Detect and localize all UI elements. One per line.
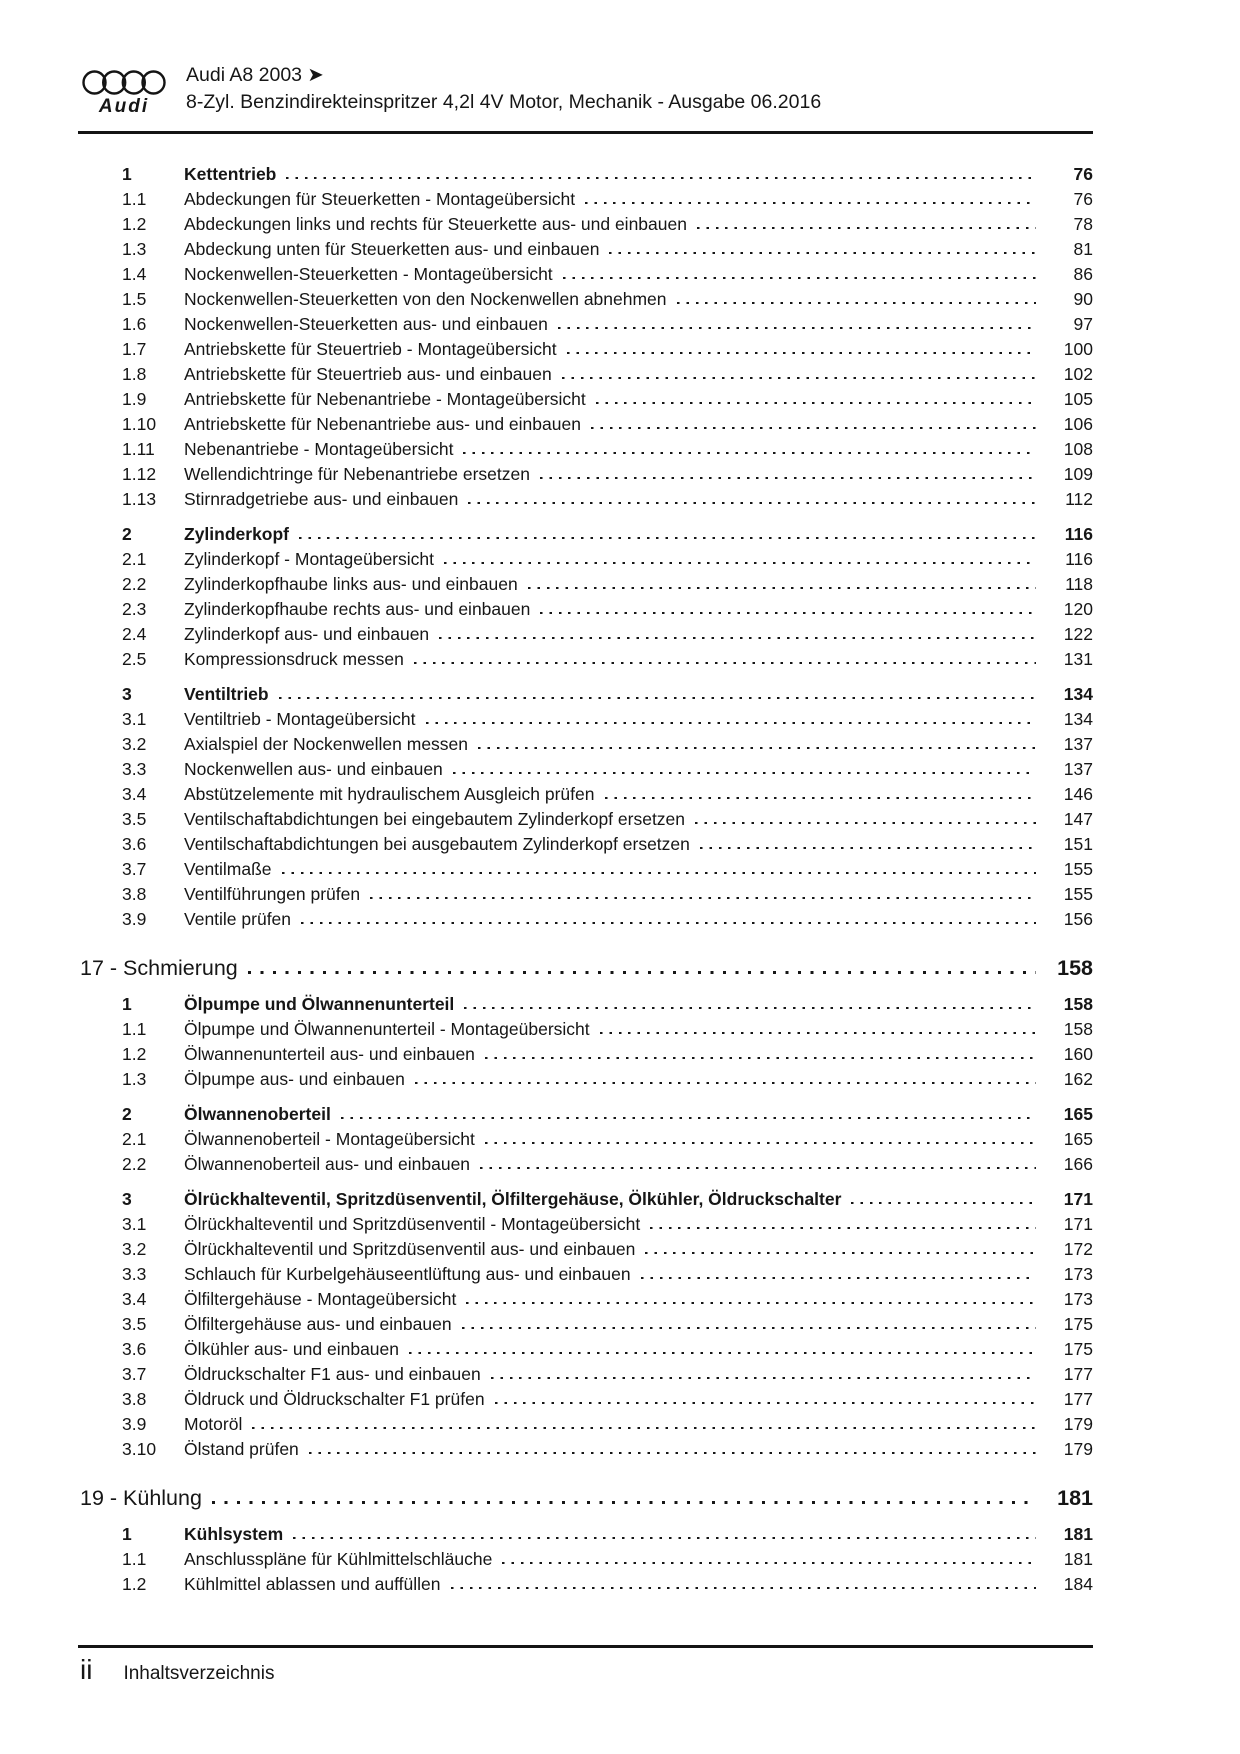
toc-entry-number: 3.7: [122, 859, 147, 879]
dot-leader: [495, 1392, 1036, 1405]
toc-entry-title[interactable]: Ölkühler aus- und einbauen: [184, 1339, 400, 1359]
toc-entry-title[interactable]: Schlauch für Kurbelgehäuseentlüftung aus- und einbauen: [184, 1264, 631, 1284]
toc-entry-row[interactable]: [80, 857, 1093, 882]
dot-leader: [468, 492, 1036, 505]
dot-leader: [491, 1367, 1036, 1380]
toc-entry-page[interactable]: 165: [1063, 1104, 1093, 1124]
audi-logo-wordmark: Audi: [98, 96, 150, 117]
dot-leader: [677, 292, 1036, 305]
toc-entry-title[interactable]: Anschlusspläne für Kühlmittelschläuche: [184, 1549, 493, 1569]
dot-leader: [609, 242, 1036, 255]
toc-entry-title[interactable]: Ventilschaftabdichtungen bei ausgebautem Zylinderkopf ersetzen: [184, 834, 690, 854]
dot-leader: [451, 1577, 1036, 1590]
toc-entry-row[interactable]: [80, 312, 1093, 337]
dot-leader: [414, 652, 1036, 665]
toc-entry-title[interactable]: 19 - Kühlung: [80, 1486, 202, 1510]
toc-entry-page[interactable]: 109: [1063, 464, 1093, 484]
toc-entry-page[interactable]: 137: [1063, 734, 1093, 754]
toc-entry-number: 3: [122, 1189, 132, 1209]
toc-entry-page[interactable]: 179: [1063, 1414, 1093, 1434]
audi-rings-icon: [82, 69, 166, 96]
toc-entry-number: 1.1: [122, 189, 147, 209]
toc-entry-page[interactable]: 81: [1073, 239, 1093, 259]
toc-entry-row[interactable]: [80, 412, 1093, 437]
toc-entry-title[interactable]: Zylinderkopf - Montageübersicht: [184, 549, 434, 569]
toc-entry-number: 2: [122, 524, 132, 544]
toc-entry-page[interactable]: 112: [1065, 489, 1093, 509]
toc-entry-page[interactable]: 137: [1063, 759, 1093, 779]
toc-entry-row[interactable]: [80, 1212, 1093, 1237]
toc-entry-page[interactable]: 171: [1063, 1189, 1093, 1209]
dot-leader: [563, 267, 1036, 280]
toc-entry-page[interactable]: 146: [1063, 784, 1093, 804]
header-model-line: Audi A8 2003 ➤: [186, 64, 324, 86]
toc-entry-row[interactable]: [80, 522, 1093, 547]
toc-entry-row[interactable]: [80, 1127, 1093, 1152]
toc-entry-row[interactable]: [80, 387, 1093, 412]
dot-leader: [444, 552, 1036, 565]
page-header: [78, 62, 821, 117]
toc-entry-number: 1.1: [122, 1019, 147, 1039]
dot-leader: [700, 837, 1036, 850]
dot-leader: [562, 367, 1036, 380]
toc-entry-title[interactable]: Ventiltrieb - Montageübersicht: [184, 709, 416, 729]
toc-entry-page[interactable]: 131: [1063, 649, 1093, 669]
dot-leader: [370, 887, 1036, 900]
toc-entry-title[interactable]: Zylinderkopf: [184, 524, 290, 544]
toc-entry-title[interactable]: Ölrückhalteventil und Spritzdüsenventil - Montageübersicht: [184, 1214, 641, 1234]
dot-leader: [478, 737, 1036, 750]
dot-leader: [605, 787, 1037, 800]
toc-entry-number: 1.13: [122, 489, 157, 509]
dot-leader: [301, 912, 1036, 925]
toc-entry-number: 1.3: [122, 1069, 147, 1089]
toc-entry-title[interactable]: Ölwannenoberteil aus- und einbauen: [184, 1154, 471, 1174]
toc-entry-row[interactable]: [80, 597, 1093, 622]
toc-entry-number: 1: [122, 1524, 132, 1544]
toc-entry-page[interactable]: 173: [1063, 1264, 1093, 1284]
toc-entry-title[interactable]: Ventiltrieb: [184, 684, 269, 704]
toc-entry-page[interactable]: 151: [1063, 834, 1093, 854]
table-of-contents: [80, 162, 1093, 1597]
toc-entry-row[interactable]: [80, 572, 1093, 597]
toc-entry-row[interactable]: [80, 1387, 1093, 1412]
dot-leader: [282, 862, 1036, 875]
toc-entry-number: 1.10: [122, 414, 157, 434]
toc-entry-page[interactable]: 175: [1063, 1339, 1093, 1359]
dot-leader: [697, 217, 1036, 230]
toc-entry-title[interactable]: Antriebskette für Steuertrieb - Montageübersicht: [184, 339, 557, 359]
toc-entry-page[interactable]: 122: [1063, 624, 1093, 644]
toc-entry-page[interactable]: 166: [1063, 1154, 1093, 1174]
dot-leader: [252, 1417, 1036, 1430]
dot-leader: [650, 1217, 1036, 1230]
toc-entry-title[interactable]: Kettentrieb: [184, 164, 277, 184]
dot-leader: [463, 442, 1036, 455]
toc-chapter-row[interactable]: [80, 1483, 1093, 1514]
dot-leader: [464, 997, 1036, 1010]
toc-entry-page[interactable]: 171: [1063, 1214, 1093, 1234]
toc-entry-page[interactable]: 179: [1063, 1439, 1093, 1459]
toc-entry-title[interactable]: Nockenwellen-Steuerketten - Montageübersicht: [184, 264, 553, 284]
toc-entry-row[interactable]: [80, 782, 1093, 807]
toc-entry-page[interactable]: 120: [1063, 599, 1093, 619]
dot-leader: [485, 1132, 1036, 1145]
toc-entry-row[interactable]: [80, 162, 1093, 187]
toc-entry-title[interactable]: Motoröl: [184, 1414, 243, 1434]
toc-entry-title[interactable]: Axialspiel der Nockenwellen messen: [184, 734, 469, 754]
toc-entry-row[interactable]: [80, 1437, 1093, 1462]
toc-entry-row[interactable]: [80, 262, 1093, 287]
dot-leader: [212, 1490, 1036, 1505]
toc-entry-row[interactable]: [80, 1237, 1093, 1262]
toc-entry-row[interactable]: [80, 187, 1093, 212]
toc-entry-title[interactable]: Nockenwellen aus- und einbauen: [184, 759, 443, 779]
toc-entry-title[interactable]: Ölwannenoberteil - Montageübersicht: [184, 1129, 475, 1149]
toc-entry-number: 1.1: [122, 1549, 147, 1569]
dot-leader: [299, 527, 1036, 540]
toc-entry-title[interactable]: Antriebskette für Steuertrieb aus- und einbauen: [184, 364, 552, 384]
toc-entry-title[interactable]: Nockenwellen-Steuerketten von den Nockenwellen abnehmen: [184, 289, 667, 309]
toc-entry-page[interactable]: 155: [1063, 884, 1093, 904]
toc-entry-row[interactable]: [80, 1042, 1093, 1067]
toc-entry-row[interactable]: [80, 992, 1093, 1017]
toc-entry-title[interactable]: Öldruck und Öldruckschalter F1 prüfen: [184, 1389, 485, 1409]
toc-entry-number: 3.4: [122, 784, 147, 804]
toc-entry-number: 1.3: [122, 239, 147, 259]
dot-leader: [279, 687, 1036, 700]
toc-entry-page[interactable]: 173: [1063, 1289, 1093, 1309]
footer-section-label: Inhaltsverzeichnis: [123, 1663, 275, 1684]
toc-entry-number: 1.4: [122, 264, 147, 284]
toc-entry-title[interactable]: Nebenantriebe - Montageübersicht: [184, 439, 454, 459]
toc-entry-page[interactable]: 100: [1063, 339, 1093, 359]
toc-entry-page[interactable]: 116: [1064, 524, 1093, 544]
toc-entry-title[interactable]: Antriebskette für Nebenantriebe aus- und einbauen: [184, 414, 581, 434]
toc-entry-title[interactable]: Ölwannenoberteil: [184, 1104, 331, 1124]
toc-entry-title[interactable]: Stirnradgetriebe aus- und einbauen: [184, 489, 459, 509]
toc-entry-title[interactable]: Zylinderkopfhaube rechts aus- und einbauen: [184, 599, 531, 619]
toc-entry-row[interactable]: [80, 1152, 1093, 1177]
toc-entry-row[interactable]: [80, 707, 1093, 732]
toc-entry-row[interactable]: [80, 1572, 1093, 1597]
toc-entry-number: 1.8: [122, 364, 147, 384]
toc-entry-row[interactable]: [80, 1262, 1093, 1287]
toc-entry-row[interactable]: [80, 882, 1093, 907]
toc-entry-page[interactable]: 118: [1065, 574, 1093, 594]
dot-leader: [309, 1442, 1036, 1455]
toc-entry-row[interactable]: [80, 1522, 1093, 1547]
toc-entry-title[interactable]: Nockenwellen-Steuerketten aus- und einbauen: [184, 314, 548, 334]
toc-entry-title[interactable]: Wellendichtringe für Nebenantriebe ersetzen: [184, 464, 530, 484]
dot-leader: [480, 1157, 1036, 1170]
toc-entry-title[interactable]: Ölrückhalteventil, Spritzdüsenventil, Ölfiltergehäuse, Ölkühler, Öldruckschalter: [184, 1189, 842, 1209]
dot-leader: [293, 1527, 1036, 1540]
audi-logo: [78, 69, 170, 117]
toc-entry-number: 3.5: [122, 809, 147, 829]
toc-entry-title[interactable]: Ölstand prüfen: [184, 1439, 299, 1459]
toc-entry-page[interactable]: 177: [1063, 1364, 1093, 1384]
toc-entry-title[interactable]: Ventilführungen prüfen: [184, 884, 361, 904]
toc-entry-row[interactable]: [80, 287, 1093, 312]
toc-entry-title[interactable]: Abdeckungen links und rechts für Steuerkette aus- und einbauen: [184, 214, 687, 234]
toc-entry-number: 2.2: [122, 574, 147, 594]
toc-entry-row[interactable]: [80, 907, 1093, 932]
toc-entry-page[interactable]: 102: [1063, 364, 1093, 384]
toc-entry-page[interactable]: 162: [1063, 1069, 1093, 1089]
toc-entry-page[interactable]: 160: [1063, 1044, 1093, 1064]
toc-entry-page[interactable]: 134: [1063, 709, 1093, 729]
toc-entry-number: 3.7: [122, 1364, 147, 1384]
toc-entry-number: 3.1: [122, 709, 147, 729]
toc-entry-number: 1: [122, 164, 132, 184]
toc-entry-page[interactable]: 158: [1063, 1019, 1093, 1039]
dot-leader: [591, 417, 1036, 430]
toc-entry-row[interactable]: [80, 1547, 1093, 1572]
toc-entry-page[interactable]: 158: [1063, 994, 1093, 1014]
toc-entry-row[interactable]: [80, 732, 1093, 757]
toc-entry-page[interactable]: 181: [1063, 1549, 1093, 1569]
toc-entry-page[interactable]: 165: [1063, 1129, 1093, 1149]
toc-entry-title[interactable]: Ölrückhalteventil und Spritzdüsenventil aus- und einbauen: [184, 1239, 636, 1259]
toc-entry-title[interactable]: Ölwannenunterteil aus- und einbauen: [184, 1044, 475, 1064]
toc-entry-number: 1.2: [122, 214, 147, 234]
toc-entry-row[interactable]: [80, 1102, 1093, 1127]
toc-entry-number: 2.1: [122, 1129, 147, 1149]
header-text: [186, 62, 821, 117]
dot-leader: [851, 1192, 1036, 1205]
header-subtitle-line: 8-Zyl. Benzindirekteinspritzer 4,2l 4V Motor, Mechanik - Ausgabe 06.2016: [186, 91, 822, 113]
toc-entry-row[interactable]: [80, 1362, 1093, 1387]
toc-entry-number: 1.12: [122, 464, 157, 484]
toc-entry-number: 3.9: [122, 909, 147, 929]
toc-entry-number: 2.3: [122, 599, 147, 619]
toc-entry-row[interactable]: [80, 807, 1093, 832]
dot-leader: [645, 1242, 1036, 1255]
toc-entry-number: 3.2: [122, 734, 147, 754]
toc-entry-number: 1.11: [122, 439, 155, 459]
toc-entry-number: 1.9: [122, 389, 147, 409]
toc-entry-page[interactable]: 172: [1063, 1239, 1093, 1259]
dot-leader: [585, 192, 1036, 205]
toc-entry-title[interactable]: Kompressionsdruck messen: [184, 649, 404, 669]
toc-entry-number: 1.7: [122, 339, 147, 359]
dot-leader: [540, 467, 1036, 480]
toc-entry-number: 3.5: [122, 1314, 147, 1334]
toc-entry-number: 3.6: [122, 834, 147, 854]
dot-leader: [528, 577, 1036, 590]
toc-entry-row[interactable]: [80, 1412, 1093, 1437]
toc-entry-row[interactable]: [80, 622, 1093, 647]
toc-chapter-row[interactable]: [80, 953, 1093, 984]
dot-leader: [502, 1552, 1036, 1565]
toc-entry-page[interactable]: 86: [1073, 264, 1093, 284]
toc-entry-page[interactable]: 181: [1063, 1524, 1093, 1544]
toc-entry-row[interactable]: [80, 1287, 1093, 1312]
toc-entry-row[interactable]: [80, 437, 1093, 462]
toc-entry-row[interactable]: [80, 757, 1093, 782]
toc-entry-row[interactable]: [80, 1187, 1093, 1212]
toc-entry-title[interactable]: Abstützelemente mit hydraulischem Ausgleich prüfen: [184, 784, 595, 804]
toc-entry-title[interactable]: Ölfiltergehäuse aus- und einbauen: [184, 1314, 452, 1334]
toc-entry-title[interactable]: Ölfiltergehäuse - Montageübersicht: [184, 1289, 457, 1309]
toc-entry-title[interactable]: Zylinderkopf aus- und einbauen: [184, 624, 430, 644]
toc-entry-page[interactable]: 158: [1057, 956, 1093, 980]
toc-entry-number: 1.2: [122, 1044, 147, 1064]
toc-entry-page[interactable]: 108: [1063, 439, 1093, 459]
dot-leader: [453, 762, 1036, 775]
toc-entry-row[interactable]: [80, 462, 1093, 487]
dot-leader: [286, 167, 1036, 180]
toc-entry-row[interactable]: [80, 237, 1093, 262]
toc-entry-page[interactable]: 177: [1063, 1389, 1093, 1409]
dot-leader: [341, 1107, 1036, 1120]
toc-entry-number: 3.2: [122, 1239, 147, 1259]
dot-leader: [695, 812, 1036, 825]
dot-leader: [426, 712, 1036, 725]
toc-entry-number: 3.10: [122, 1439, 157, 1459]
dot-leader: [415, 1072, 1036, 1085]
toc-entry-title[interactable]: Abdeckungen für Steuerketten - Montageübersicht: [184, 189, 576, 209]
page-footer: [80, 1655, 274, 1685]
toc-entry-title[interactable]: Ventile prüfen: [184, 909, 292, 929]
toc-entry-page[interactable]: 106: [1063, 414, 1093, 434]
toc-entry-title[interactable]: Zylinderkopfhaube links aus- und einbauen: [184, 574, 518, 594]
dot-leader: [485, 1047, 1036, 1060]
toc-entry-number: 3.3: [122, 1264, 147, 1284]
dot-leader: [567, 342, 1036, 355]
toc-entry-number: 2.4: [122, 624, 147, 644]
toc-entry-number: 3.4: [122, 1289, 147, 1309]
toc-entry-page[interactable]: 156: [1063, 909, 1093, 929]
toc-entry-title[interactable]: 17 - Schmierung: [80, 956, 238, 980]
toc-entry-page[interactable]: 181: [1057, 1486, 1093, 1510]
toc-entry-page[interactable]: 134: [1063, 684, 1093, 704]
dot-leader: [540, 602, 1036, 615]
toc-entry-page[interactable]: 90: [1073, 289, 1093, 309]
toc-entry-page[interactable]: 155: [1063, 859, 1093, 879]
dot-leader: [641, 1267, 1036, 1280]
toc-entry-title[interactable]: Ölpumpe aus- und einbauen: [184, 1069, 405, 1089]
header-divider: [78, 131, 1093, 134]
toc-entry-title[interactable]: Ventilmaße: [184, 859, 272, 879]
toc-entry-row[interactable]: [80, 337, 1093, 362]
dot-leader: [558, 317, 1036, 330]
toc-entry-row[interactable]: [80, 1017, 1093, 1042]
dot-leader: [596, 392, 1036, 405]
toc-entry-row[interactable]: [80, 1312, 1093, 1337]
toc-entry-page[interactable]: 97: [1073, 314, 1093, 334]
toc-entry-number: 1.6: [122, 314, 147, 334]
footer-divider: [78, 1645, 1093, 1648]
page-number-label: ii: [80, 1654, 93, 1685]
toc-entry-row[interactable]: [80, 832, 1093, 857]
toc-entry-title[interactable]: Antriebskette für Nebenantriebe - Montageübersicht: [184, 389, 586, 409]
toc-entry-title[interactable]: Ölpumpe und Ölwannenunterteil: [184, 994, 455, 1014]
toc-entry-page[interactable]: 184: [1063, 1574, 1093, 1594]
toc-entry-number: 2.1: [122, 549, 147, 569]
dot-leader: [409, 1342, 1036, 1355]
toc-entry-page[interactable]: 78: [1073, 214, 1093, 234]
toc-entry-number: 3: [122, 684, 132, 704]
toc-entry-row[interactable]: [80, 647, 1093, 672]
toc-entry-number: 3.3: [122, 759, 147, 779]
toc-entry-row[interactable]: [80, 682, 1093, 707]
toc-entry-number: 3.8: [122, 884, 147, 904]
toc-entry-page[interactable]: 175: [1063, 1314, 1093, 1334]
dot-leader: [600, 1022, 1036, 1035]
toc-entry-number: 1: [122, 994, 132, 1014]
toc-entry-number: 3.8: [122, 1389, 147, 1409]
toc-entry-row[interactable]: [80, 362, 1093, 387]
toc-entry-number: 2: [122, 1104, 132, 1124]
toc-entry-title[interactable]: Kühlsystem: [184, 1524, 284, 1544]
toc-entry-number: 1.5: [122, 289, 147, 309]
toc-entry-number: 2.5: [122, 649, 147, 669]
toc-entry-number: 3.1: [122, 1214, 147, 1234]
toc-entry-page[interactable]: 76: [1073, 189, 1093, 209]
toc-entry-title[interactable]: Kühlmittel ablassen und auffüllen: [184, 1574, 441, 1594]
toc-entry-title[interactable]: Ölpumpe und Ölwannenunterteil - Montageübersicht: [184, 1019, 590, 1039]
toc-entry-page[interactable]: 105: [1063, 389, 1093, 409]
toc-entry-row[interactable]: [80, 547, 1093, 572]
toc-entry-number: 1.2: [122, 1574, 147, 1594]
toc-entry-row[interactable]: [80, 212, 1093, 237]
toc-entry-title[interactable]: Öldruckschalter F1 aus- und einbauen: [184, 1364, 481, 1384]
toc-entry-title[interactable]: Ventilschaftabdichtungen bei eingebautem Zylinderkopf ersetzen: [184, 809, 686, 829]
dot-leader: [248, 960, 1036, 975]
toc-entry-page[interactable]: 147: [1063, 809, 1093, 829]
toc-entry-title[interactable]: Abdeckung unten für Steuerketten aus- und einbauen: [184, 239, 600, 259]
toc-entry-number: 2.2: [122, 1154, 147, 1174]
dot-leader: [466, 1292, 1036, 1305]
toc-entry-page[interactable]: 116: [1065, 549, 1093, 569]
toc-entry-row[interactable]: [80, 1337, 1093, 1362]
dot-leader: [462, 1317, 1036, 1330]
toc-entry-number: 3.9: [122, 1414, 147, 1434]
dot-leader: [439, 627, 1036, 640]
toc-entry-number: 3.6: [122, 1339, 147, 1359]
toc-entry-page[interactable]: 76: [1073, 164, 1093, 184]
toc-entry-row[interactable]: [80, 487, 1093, 512]
toc-entry-row[interactable]: [80, 1067, 1093, 1092]
